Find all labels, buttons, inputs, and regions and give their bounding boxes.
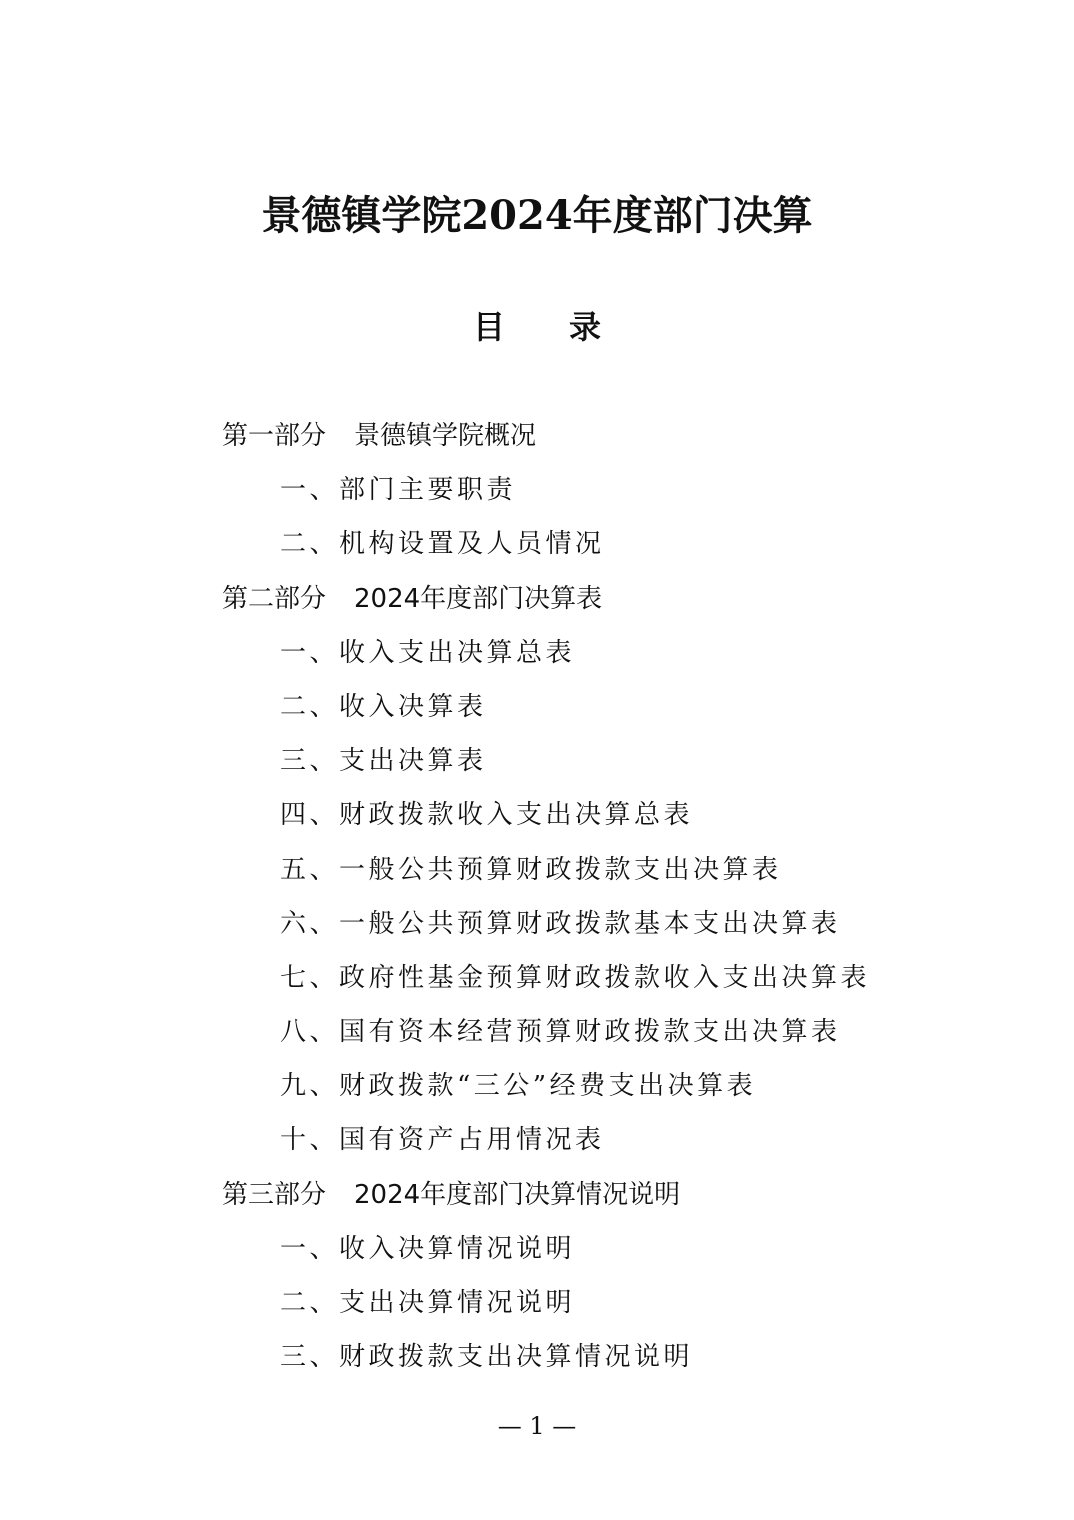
toc-part-number: 第三部分 [222,1179,327,1210]
toc-part-2 [222,572,982,626]
toc-item: 三、财政拨款支出决算情况说明 [280,1342,694,1373]
toc-part-number: 第一部分 [222,421,327,451]
toc-item: 二、支出决算情况说明 [280,1288,576,1318]
toc-part-1 [222,409,982,463]
toc-part-3 [222,1168,982,1222]
toc-part-title: 景德镇学院概况 [354,421,537,451]
toc-item: 六、一般公共预算财政拨款基本支出决算表 [280,908,841,939]
toc-part-title: 2024年度部门决算表 [354,583,603,614]
table-of-contents [222,409,982,1384]
toc-item: 一、收入支出决算总表 [280,637,576,668]
toc-item: 五、一般公共预算财政拨款支出决算表 [280,854,782,885]
toc-item: 一、部门主要职责 [280,475,517,506]
toc-part-number: 第二部分 [222,583,327,614]
toc-heading-right: 录 [569,308,602,346]
toc-heading-left: 目 [472,308,505,346]
toc-item: 十、国有资产占用情况表 [280,1125,605,1156]
toc-item: 八、国有资本经营预算财政拨款支出决算表 [280,1017,841,1048]
toc-item: 三、支出决算表 [280,746,487,777]
toc-item: 七、政府性基金预算财政拨款收入支出决算表 [280,962,871,993]
toc-part-title: 2024年度部门决算情况说明 [354,1179,681,1210]
toc-heading [0,305,1074,349]
toc-item: 二、收入决算表 [280,691,487,722]
page-number: — 1 — [497,1412,577,1440]
toc-item: 四、财政拨款收入支出决算总表 [280,800,694,831]
toc-item: 九、财政拨款“三公”经费支出决算表 [280,1071,757,1102]
toc-item: 一、收入决算情况说明 [280,1233,576,1264]
toc-item: 二、机构设置及人员情况 [280,529,605,560]
document-title: 景德镇学院2024年度部门决算 [261,192,813,239]
